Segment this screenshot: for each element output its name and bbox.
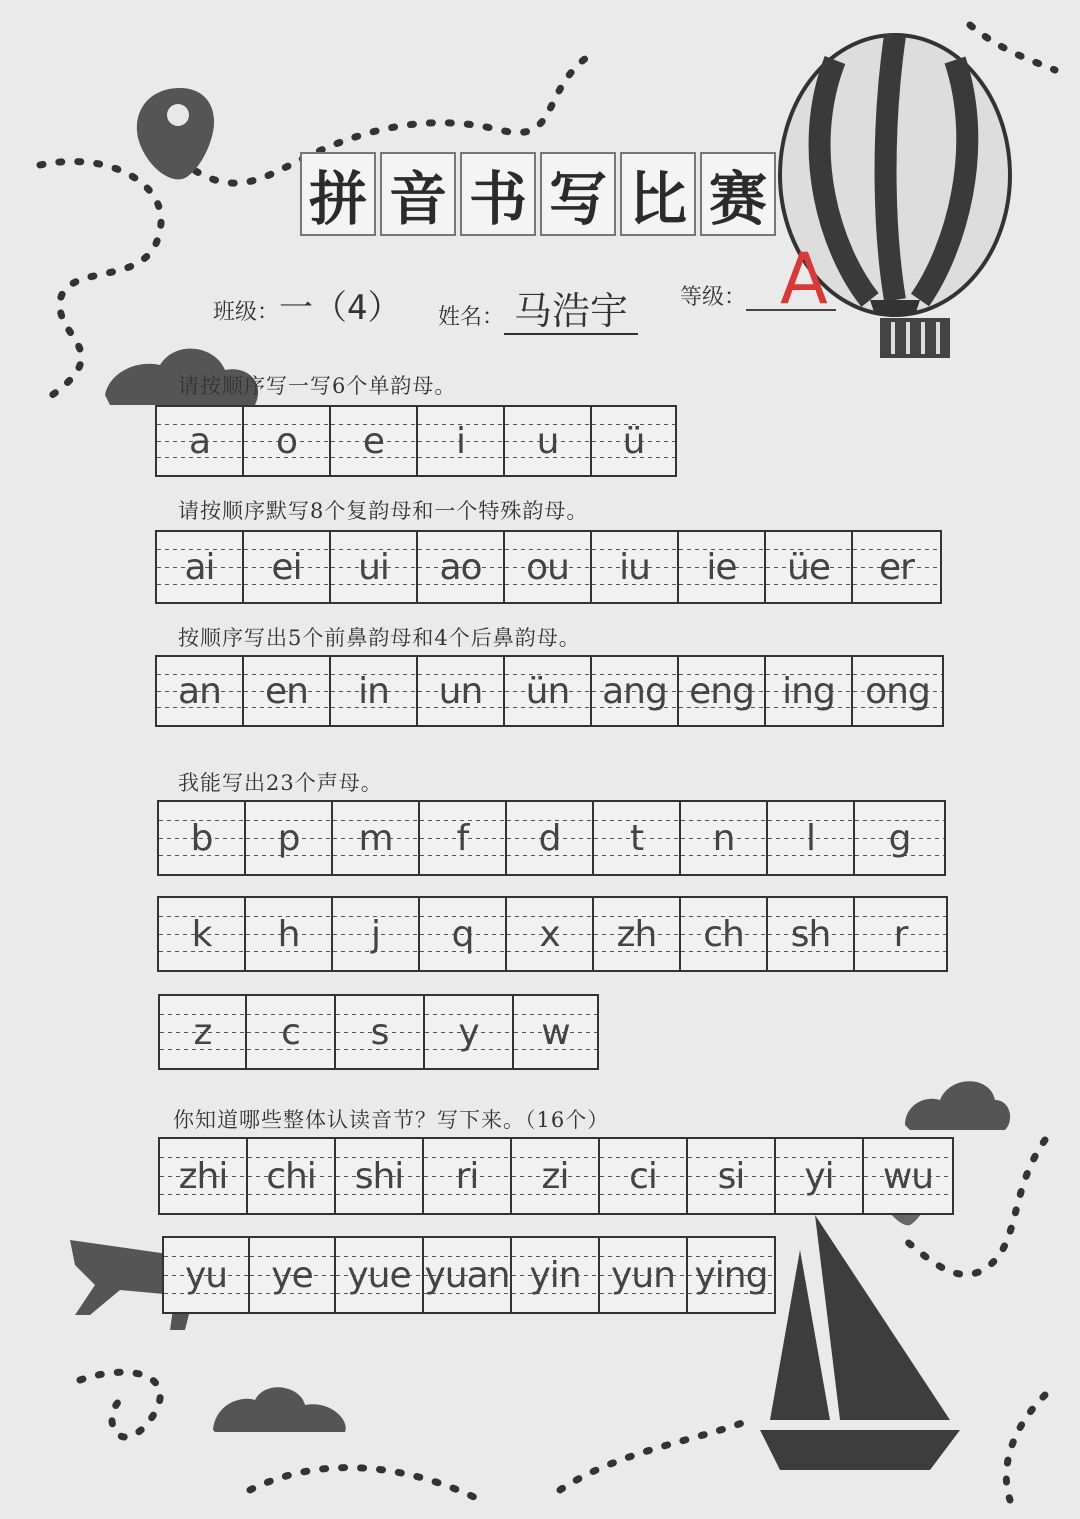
- answer-cell: ying: [688, 1238, 774, 1312]
- answer-cell: zi: [512, 1139, 600, 1213]
- class-value: 一（4）: [279, 288, 402, 328]
- grade-value: A: [780, 238, 828, 320]
- answer-cell: d: [507, 802, 594, 874]
- name-label: 姓名：: [438, 305, 505, 330]
- answer-cell: wu: [864, 1139, 952, 1213]
- answer-cell: chi: [248, 1139, 336, 1213]
- answer-cell: yin: [512, 1238, 600, 1312]
- answer-cell: zh: [594, 898, 681, 970]
- answer-cell: u: [505, 407, 592, 475]
- answer-cell: ui: [331, 532, 418, 602]
- answer-cell: p: [246, 802, 333, 874]
- answer-cell: yi: [776, 1139, 864, 1213]
- answer-cell: n: [681, 802, 768, 874]
- section-prompt: 你知道哪些整体认读音节？写下来。（16个）: [173, 1108, 610, 1132]
- answer-cell: x: [507, 898, 594, 970]
- answer-cell: ei: [244, 532, 331, 602]
- answer-cell: ang: [592, 657, 679, 725]
- answer-cell: b: [159, 802, 246, 874]
- answer-cell: er: [853, 532, 940, 602]
- answer-cell: ie: [679, 532, 766, 602]
- title-char: 比: [620, 152, 696, 236]
- answer-cell: s: [336, 996, 425, 1068]
- answer-cell: ch: [681, 898, 768, 970]
- answer-cell: w: [514, 996, 597, 1068]
- answer-cell: ou: [505, 532, 592, 602]
- answer-cell: q: [420, 898, 507, 970]
- answer-row: [157, 896, 948, 972]
- section-prompt: 请按顺序默写8个复韵母和一个特殊韵母。: [178, 499, 589, 523]
- answer-cell: ong: [853, 657, 942, 725]
- answer-cell: ün: [505, 657, 592, 725]
- answer-cell: ao: [418, 532, 505, 602]
- answer-cell: j: [333, 898, 420, 970]
- answer-cell: z: [160, 996, 247, 1068]
- answer-cell: yuan: [424, 1238, 512, 1312]
- answer-cell: c: [247, 996, 336, 1068]
- answer-cell: r: [855, 898, 946, 970]
- answer-cell: m: [333, 802, 420, 874]
- answer-cell: f: [420, 802, 507, 874]
- answer-cell: l: [768, 802, 855, 874]
- answer-cell: y: [425, 996, 514, 1068]
- answer-cell: h: [246, 898, 333, 970]
- answer-cell: yue: [336, 1238, 424, 1312]
- answer-row: [158, 994, 599, 1070]
- answer-cell: sh: [768, 898, 855, 970]
- answer-cell: ri: [424, 1139, 512, 1213]
- answer-row: [162, 1236, 776, 1314]
- answer-cell: si: [688, 1139, 776, 1213]
- answer-row: [155, 530, 942, 604]
- section-prompt: 请按顺序写一写6个单韵母。: [178, 374, 457, 398]
- answer-cell: in: [331, 657, 418, 725]
- answer-cell: g: [855, 802, 944, 874]
- cloud-icon: [905, 1081, 1010, 1130]
- answer-cell: yu: [164, 1238, 250, 1312]
- grade-label: 等级：: [680, 285, 747, 310]
- title-char: 拼: [300, 152, 376, 236]
- answer-cell: iu: [592, 532, 679, 602]
- answer-row: [157, 800, 946, 876]
- answer-cell: i: [418, 407, 505, 475]
- class-label: 班级：: [213, 300, 280, 325]
- class-info: [213, 280, 402, 329]
- answer-cell: en: [244, 657, 331, 725]
- answer-cell: eng: [679, 657, 766, 725]
- answer-cell: ing: [766, 657, 853, 725]
- answer-cell: yun: [600, 1238, 688, 1312]
- answer-row: [155, 405, 677, 477]
- title-char: 赛: [700, 152, 776, 236]
- answer-cell: o: [244, 407, 331, 475]
- cloud-icon: [213, 1387, 346, 1432]
- answer-cell: ye: [250, 1238, 336, 1312]
- answer-cell: k: [159, 898, 246, 970]
- answer-cell: un: [418, 657, 505, 725]
- answer-cell: shi: [336, 1139, 424, 1213]
- answer-cell: an: [157, 657, 244, 725]
- title-char: 书: [460, 152, 536, 236]
- name-info: [438, 280, 638, 335]
- section-prompt: 我能写出23个声母。: [178, 771, 383, 795]
- answer-cell: üe: [766, 532, 853, 602]
- map-pin-icon: [137, 88, 214, 179]
- section-prompt: 按顺序写出5个前鼻韵母和4个后鼻韵母。: [178, 626, 581, 650]
- title-char: 音: [380, 152, 456, 236]
- answer-cell: ci: [600, 1139, 688, 1213]
- answer-cell: e: [331, 407, 418, 475]
- page-title: [300, 152, 776, 240]
- answer-cell: ü: [592, 407, 675, 475]
- title-char: 写: [540, 152, 616, 236]
- answer-cell: t: [594, 802, 681, 874]
- answer-cell: zhi: [160, 1139, 248, 1213]
- sailboat-icon: [760, 1215, 960, 1470]
- answer-row: [155, 655, 944, 727]
- name-value: 马浩宇: [504, 289, 638, 335]
- answer-row: [158, 1137, 954, 1215]
- answer-cell: ai: [157, 532, 244, 602]
- answer-cell: a: [157, 407, 244, 475]
